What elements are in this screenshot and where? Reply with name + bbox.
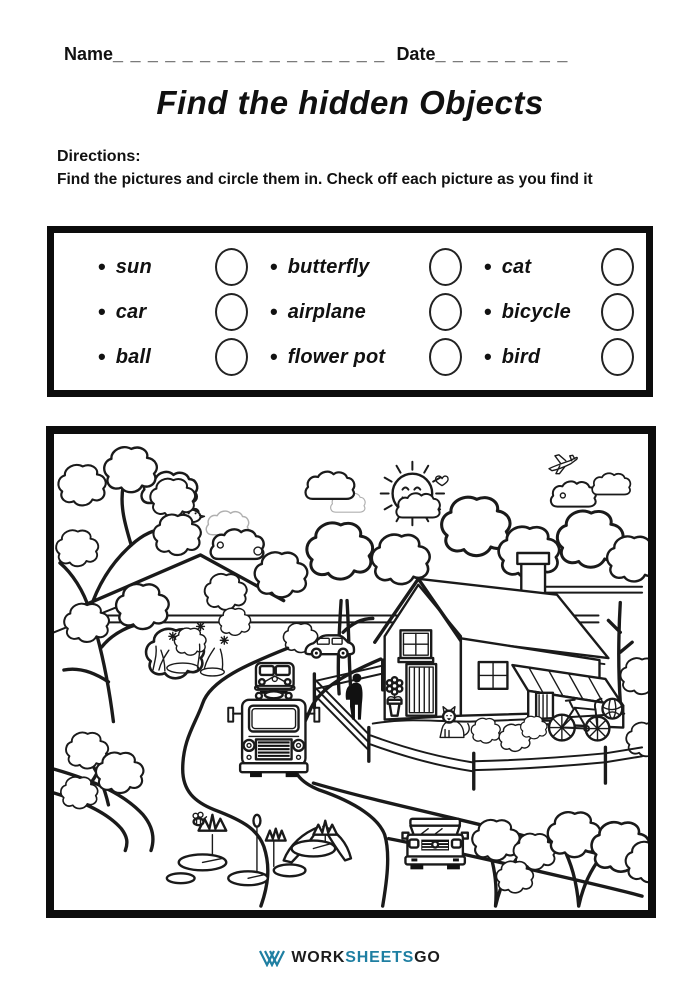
- checklist-label: airplane: [287, 300, 367, 323]
- checklist-label: butterfly: [287, 255, 370, 278]
- checklist-box: [47, 226, 653, 397]
- school-bus: [228, 691, 319, 777]
- page-title: Find the hidden Objects: [156, 84, 544, 121]
- bullet-icon: •: [484, 299, 492, 324]
- checklist-item-ball: [98, 340, 248, 374]
- side-window: [479, 662, 508, 689]
- bullet-icon: •: [270, 344, 278, 369]
- heart-icon: [436, 476, 448, 485]
- bullet-icon: •: [270, 254, 278, 279]
- footer-brand: [0, 949, 700, 967]
- checklist-item-airplane: [270, 295, 462, 329]
- checklist-label: bicycle: [501, 300, 571, 323]
- check-circle[interactable]: [601, 338, 634, 376]
- date-label: Date: [396, 44, 436, 64]
- checklist-label: bird: [501, 345, 541, 368]
- bottom-left-bush: [61, 733, 144, 809]
- brand-go: GO: [414, 949, 441, 966]
- gable-window: [399, 630, 434, 662]
- directions-body: Find the pictures and circle them in. Check off each picture as you find it: [57, 170, 593, 188]
- checklist-label: ball: [115, 345, 151, 368]
- camper-van: [255, 663, 295, 694]
- checklist-label: sun: [115, 255, 152, 278]
- bullet-icon: •: [484, 344, 492, 369]
- checklist-item-car: [98, 295, 248, 329]
- bullet-icon: •: [98, 299, 106, 324]
- check-circle[interactable]: [215, 338, 248, 376]
- checklist-item-bicycle: [484, 295, 634, 329]
- hidden-objects-scene: [54, 434, 648, 910]
- checklist-item-butterfly: [270, 250, 462, 284]
- check-circle[interactable]: [601, 293, 634, 331]
- name-label: Name: [64, 44, 114, 64]
- checklist-label: flower pot: [287, 345, 386, 368]
- bullet-icon: •: [98, 254, 106, 279]
- bullet-icon: •: [270, 299, 278, 324]
- check-circle[interactable]: [429, 338, 462, 376]
- checklist-item-cat: [484, 250, 634, 284]
- check-circle[interactable]: [601, 248, 634, 286]
- checklist-item-flower-pot: [270, 340, 462, 374]
- date-field-line[interactable]: _ _ _ _ _ _ _ _: [435, 44, 569, 64]
- check-circle[interactable]: [215, 248, 248, 286]
- brand-text: [291, 949, 440, 967]
- checklist-label: cat: [501, 255, 532, 278]
- suv: [402, 819, 467, 870]
- check-circle[interactable]: [215, 293, 248, 331]
- check-circle[interactable]: [429, 248, 462, 286]
- worksheetsgo-logo-icon: [259, 949, 285, 967]
- checklist-label: car: [115, 300, 147, 323]
- bushes: [471, 716, 547, 751]
- ball[interactable]: [602, 699, 622, 719]
- brand-work: WORK: [291, 949, 346, 966]
- airplane[interactable]: [549, 455, 577, 474]
- bullet-icon: •: [98, 344, 106, 369]
- directions-heading: Directions:: [57, 148, 141, 165]
- brand-sheets: SHEETS: [345, 949, 415, 966]
- checklist-item-bird: [484, 340, 634, 374]
- checklist-item-sun: [98, 250, 248, 284]
- left-tree: [56, 447, 204, 721]
- front-door: [406, 664, 436, 716]
- bullet-icon: •: [484, 254, 492, 279]
- directions-block: [57, 146, 657, 191]
- check-circle[interactable]: [429, 293, 462, 331]
- name-date-row: [64, 44, 569, 65]
- bush: [626, 723, 648, 757]
- bush: [620, 658, 648, 694]
- scene-frame: [46, 426, 656, 918]
- name-field-line[interactable]: _ _ _ _ _ _ _ _ _ _ _ _ _ _ _ _: [113, 44, 386, 64]
- pond-lilies: [167, 812, 351, 885]
